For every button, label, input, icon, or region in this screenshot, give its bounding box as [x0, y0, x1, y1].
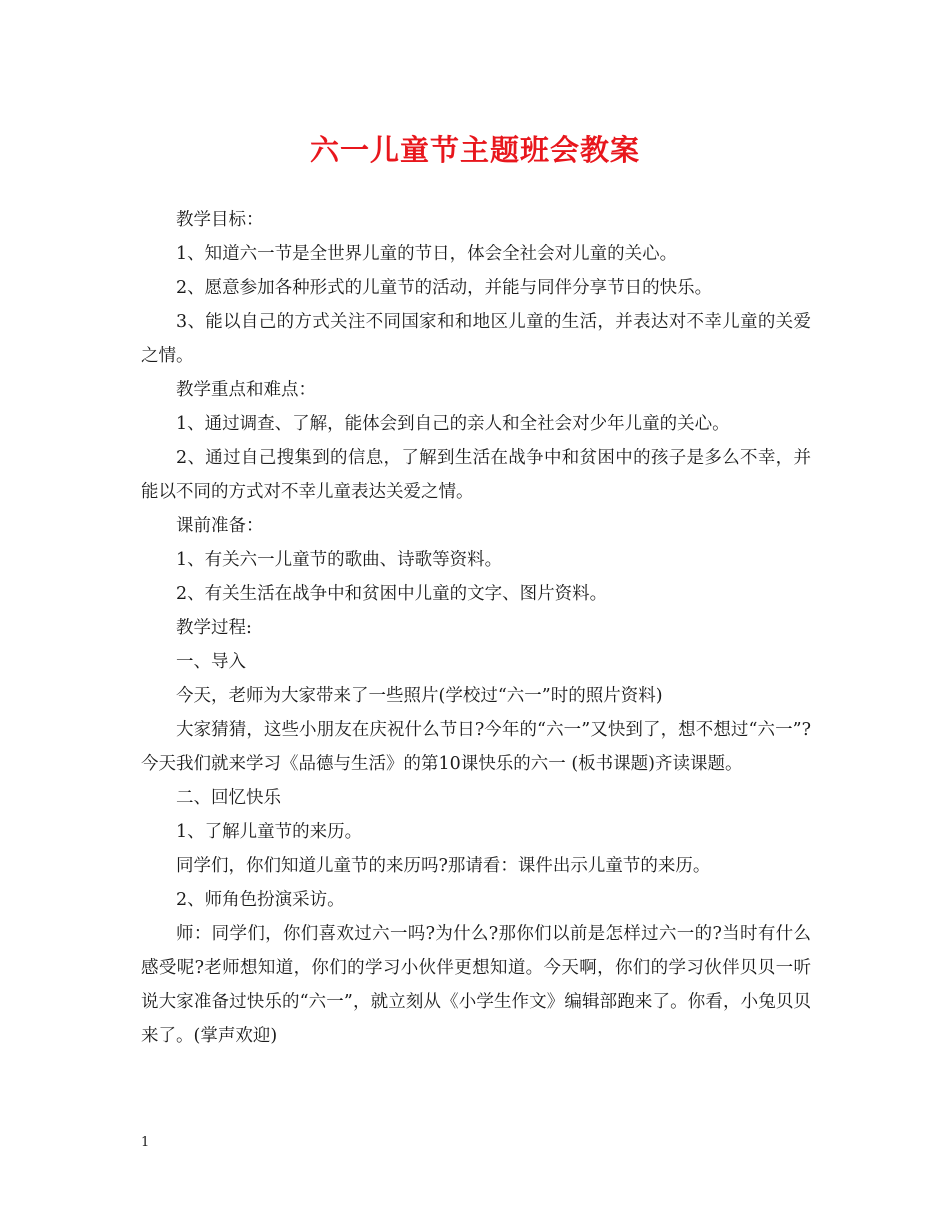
- paragraph-key-points-heading: 教学重点和难点：: [176, 380, 316, 400]
- paragraph-goal-2: 2、愿意参加各种形式的儿童节的活动，并能与同伴分享节日的快乐。: [176, 278, 713, 298]
- paragraph-recall-origin: 同学们，你们知道儿童节的来历吗?那请看：课件出示儿童节的来历。: [176, 856, 711, 876]
- paragraph-preparation-heading: 课前准备：: [176, 516, 264, 536]
- paragraph-process-heading: 教学过程:: [176, 618, 252, 638]
- paragraph-recall-1: 1、了解儿童节的来历。: [176, 822, 363, 842]
- paragraph-intro-photos: 今天，老师为大家带来了一些照片(学校过“六一”时的照片资料): [176, 686, 663, 706]
- document-title: 六一儿童节主题班会教案: [309, 133, 640, 167]
- paragraph-goal-3: 3、能以自己的方式关注不同国家和和地区儿童的生活，并表达对不幸儿童的关爱之情。: [141, 312, 811, 366]
- document-body: [141, 203, 811, 1053]
- page-number: 1: [141, 1135, 150, 1150]
- paragraph-key-point-1: 1、通过调查、了解，能体会到自己的亲人和全社会对少年儿童的关心。: [176, 414, 730, 434]
- paragraph-recall-2: 2、师角色扮演采访。: [176, 890, 345, 910]
- paragraph-preparation-1: 1、有关六一儿童节的歌曲、诗歌等资料。: [176, 550, 503, 570]
- paragraph-goal-1: 1、知道六一节是全世界儿童的节日，体会全社会对儿童的关心。: [176, 244, 678, 264]
- paragraph-teacher-interview: 师：同学们，你们喜欢过六一吗?为什么?那你们以前是怎样过六一的?当时有什么感受呢?老师想知道，你们的学习小伙伴更想知道。今天啊，你们的学习伙伴贝贝一听说大家准备过快乐的“六一”，就立刻从《小学生作文》编辑部跑来了。你看，小兔贝贝来了。(掌声欢迎): [141, 924, 811, 1046]
- paragraph-section-recall: 二、回忆快乐: [176, 788, 281, 808]
- paragraph-intro-guess: 大家猜猜，这些小朋友在庆祝什么节日?今年的“六一”又快到了，想不想过“六一”?今天我们就来学习《品德与生活》的第10课快乐的六一 (板书课题)齐读课题。: [141, 720, 811, 774]
- paragraph-section-intro: 一、导入: [176, 652, 246, 672]
- paragraph-preparation-2: 2、有关生活在战争中和贫困中儿童的文字、图片资料。: [176, 584, 608, 604]
- paragraph-teaching-goals-heading: 教学目标：: [176, 210, 264, 230]
- paragraph-key-point-2: 2、通过自己搜集到的信息，了解到生活在战争中和贫困中的孩子是多么不幸，并能以不同的方式对不幸儿童表达关爱之情。: [141, 448, 811, 502]
